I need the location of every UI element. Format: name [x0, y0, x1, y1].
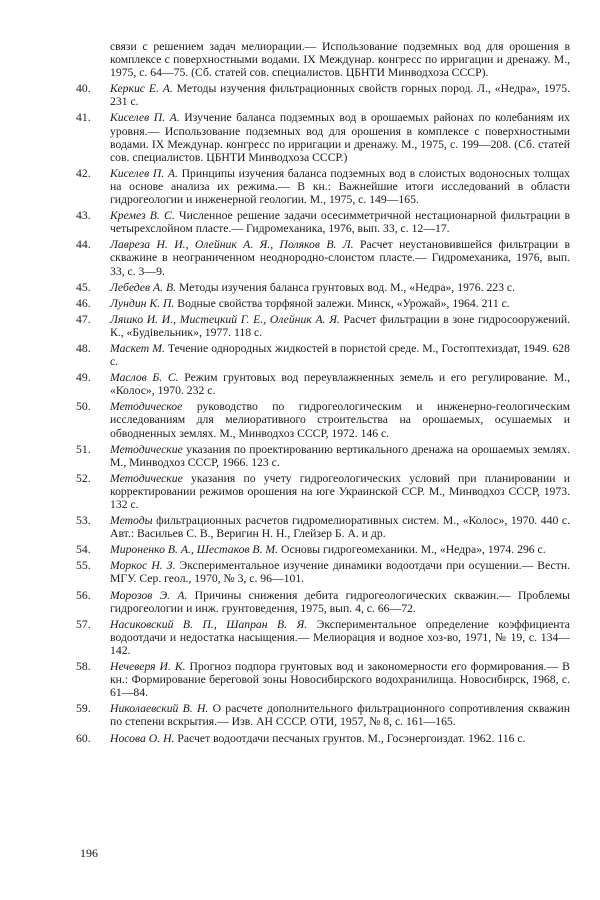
reference-author: Керкис Е. А.	[110, 82, 173, 96]
reference-text: Методы изучения баланса грунтовых вод. М., «Недра», 1976. 223 с.	[176, 280, 516, 294]
reference-author: Николаевский В. Н.	[110, 702, 209, 716]
reference-author: Насиковский В. П., Шапран В. Я.	[110, 617, 308, 631]
reference-text: Расчет водоотдачи песчаных грунтов. М., Госэнергоиздат. 1962. 116 с.	[174, 731, 526, 745]
reference-text: Режим грунтовых вод переувлажненных земель и его регулирование. М., «Колос», 1970. 232 с.	[110, 371, 570, 398]
reference-entry	[78, 209, 570, 235]
reference-author: Лебедев А. В.	[110, 280, 177, 294]
reference-text: руководство по гидрогеологическим и инженерно-геологическим исследованиям для мелиоративного строительства на орошаемых, осушаемых и обводненных землях. М., Минводхоз СССР, 1972. 146 с.	[110, 400, 570, 440]
reference-entry	[78, 313, 570, 339]
reference-text: О расчете дополнительного фильтрационного сопротивления скважин по степени вскрытия.— Изв. АН СССР. ОТИ, 1957, № 8, с. 161—165.	[110, 702, 570, 729]
reference-text: Расчет неустановившейся фильтрации в скважине в неограниченном неоднородно-слоистом пласте.— Гидромеханика, 1976, вып. 33, с. 3—9.	[110, 238, 570, 278]
reference-entry	[78, 443, 570, 469]
reference-author: Мироненко В. А., Шестаков В. М.	[110, 543, 279, 557]
reference-entry	[78, 559, 570, 585]
reference-author: Маслов Б. С.	[110, 371, 179, 385]
reference-number: 40.	[76, 82, 91, 96]
reference-text: Основы гидрогеомеханики. М., «Недра», 1974. 296 с.	[278, 543, 546, 557]
reference-text: Экспериментальное изучение динамики водоотдачи при осушении.— Вестн. МГУ. Сер. геол., 1970, № 3, с. 96—101.	[110, 559, 570, 586]
reference-entry	[78, 618, 570, 657]
reference-entry	[78, 732, 570, 745]
reference-author: Моркос Н. З.	[110, 559, 176, 573]
reference-author: Лаврезa Н. И., Олейник А. Я., Поляков В. Л.	[110, 238, 354, 252]
reference-entry	[78, 371, 570, 397]
reference-text: Принципы изучения баланса подземных вод в слоистых водоносных толщах на основе анализа их режима.— В кн.: Важнейшие итоги исследований в области гидрогеологии и инженерной геологии. М., 1975, с. 149—165.	[110, 166, 570, 207]
reference-author: Методическое	[110, 400, 183, 414]
reference-number: 53.	[76, 514, 91, 528]
reference-author: Маскет М.	[110, 341, 165, 355]
reference-entry	[78, 660, 570, 699]
reference-number: 57.	[76, 617, 91, 631]
reference-number: 59.	[76, 702, 91, 716]
reference-author: Ляшко И. И., Мистецкий Г. Е., Олейник А. Я.	[110, 312, 340, 326]
reference-text: Численное решение задачи осесимметричной нестационарной фильтрации в четырехслойном пласте.— Гидромеханика, 1976, вып. 33, с. 12—17.	[110, 209, 570, 236]
reference-text: Причины снижения дебита гидрогеологических скважин.— Проблемы гидрогеологии и инж. грунтоведения, 1975, вып. 4, с. 66—72.	[110, 588, 570, 615]
reference-number: 56.	[76, 588, 91, 602]
reference-text: Водные свойства торфяной залежи. Минск, «Урожай», 1964. 211 с.	[174, 296, 510, 310]
reference-text: указания по проектированию вертикального дренажа на орошаемых землях. М., Минводхоз СССР, 1966. 123 с.	[110, 442, 570, 469]
reference-number: 46.	[76, 296, 91, 310]
page-number: 196	[80, 846, 98, 860]
reference-number: 44.	[76, 238, 91, 252]
reference-entry	[78, 297, 570, 310]
reference-number: 41.	[76, 111, 91, 125]
reference-number: 55.	[76, 559, 91, 573]
reference-number: 49.	[76, 371, 91, 385]
reference-entry	[78, 400, 570, 439]
reference-number: 60.	[76, 731, 91, 745]
reference-author: Нечеверя И. К.	[110, 660, 186, 674]
continuation-text: связи с решением задач мелиорации.— Использование подземных вод для орошения в комплексе с поверхностными водами. IX Междунар. конгресс по ирригации и дренажу. М., 1975, с. 64—75. (Сб. статей сов. специалистов. ЦБНТИ Минводхоза СССР).	[110, 40, 570, 80]
reference-entries	[78, 82, 570, 744]
reference-number: 52.	[76, 471, 91, 485]
reference-author: Методы	[110, 514, 153, 528]
reference-entry	[78, 514, 570, 540]
reference-text: Прогноз подпора грунтовых вод и закономерности его формирования.— В кн.: Формирование береговой зоны Новосибирского водохранилища. Новосибирск, 1968, с. 61—84.	[110, 660, 570, 700]
reference-number: 50.	[76, 400, 91, 414]
reference-number: 58.	[76, 660, 91, 674]
reference-entry	[78, 472, 570, 511]
reference-author: Методические	[110, 442, 183, 456]
reference-text: фильтрационных расчетов гидромелиоративных систем. М., «Колос», 1970. 440 с. Авт.: Васильев С. В., Веригин Н. Н., Глейзер Б. А. и др.	[110, 514, 570, 541]
reference-number: 42.	[76, 166, 91, 180]
reference-entry	[78, 281, 570, 294]
reference-text: Экспериментальное определение коэффициента водоотдачи и недостатка насыщения.— Мелиорация и водное хоз-во, 1971, № 19, с. 134—142.	[110, 617, 570, 657]
reference-text: указания по учету гидрогеологических условий при планировании и корректировании режимов орошения на юге Украинской ССР. М., Минводхоз СССР, 1973. 132 с.	[110, 471, 570, 511]
reference-author: Киселев П. А.	[110, 111, 180, 125]
reference-entry	[78, 167, 570, 206]
reference-number: 51.	[76, 442, 91, 456]
reference-number: 47.	[76, 312, 91, 326]
reference-continuation	[78, 40, 570, 79]
reference-number: 54.	[76, 543, 91, 557]
reference-entry	[78, 543, 570, 556]
reference-text: Расчет фильтрации в зоне гидросооружений. К., «Будівельник», 1977. 118 с.	[110, 312, 571, 339]
reference-entry	[78, 589, 570, 615]
reference-entry	[78, 82, 570, 108]
reference-text: Изучение баланса подземных вод в орошаемых районах по колебаниям их уровня.— Использование подземных вод для орошения в комплексе с поверхностными водами. IX Междунар. конгресс по ирригации и дренажу. М., 1975, с. 199—208. (Сб. статей сов. специалистов. ЦБНТИ Минводхоза СССР.)	[110, 111, 570, 164]
reference-author: Методические	[110, 471, 183, 485]
reference-author: Лундин К. П.	[110, 296, 175, 310]
reference-entry	[78, 342, 570, 368]
reference-author: Кремез В. С.	[110, 209, 175, 223]
reference-text: Методы изучения фильтрационных свойств горных пород. Л., «Недра», 1975. 231 с.	[110, 82, 570, 109]
reference-list	[78, 40, 570, 748]
reference-entry	[78, 238, 570, 277]
reference-text: Течение однородных жидкостей в пористой среде. М., Гостоптехиздат, 1949. 628 с.	[110, 341, 570, 369]
reference-entry	[78, 702, 570, 728]
reference-author: Киселев П. А.	[110, 166, 178, 180]
reference-number: 43.	[76, 209, 91, 223]
reference-number: 48.	[76, 341, 91, 355]
reference-entry	[78, 111, 570, 163]
reference-author: Морозов Э. А.	[110, 588, 188, 602]
reference-number: 45.	[76, 280, 91, 294]
reference-author: Носова О. Н.	[110, 731, 175, 745]
